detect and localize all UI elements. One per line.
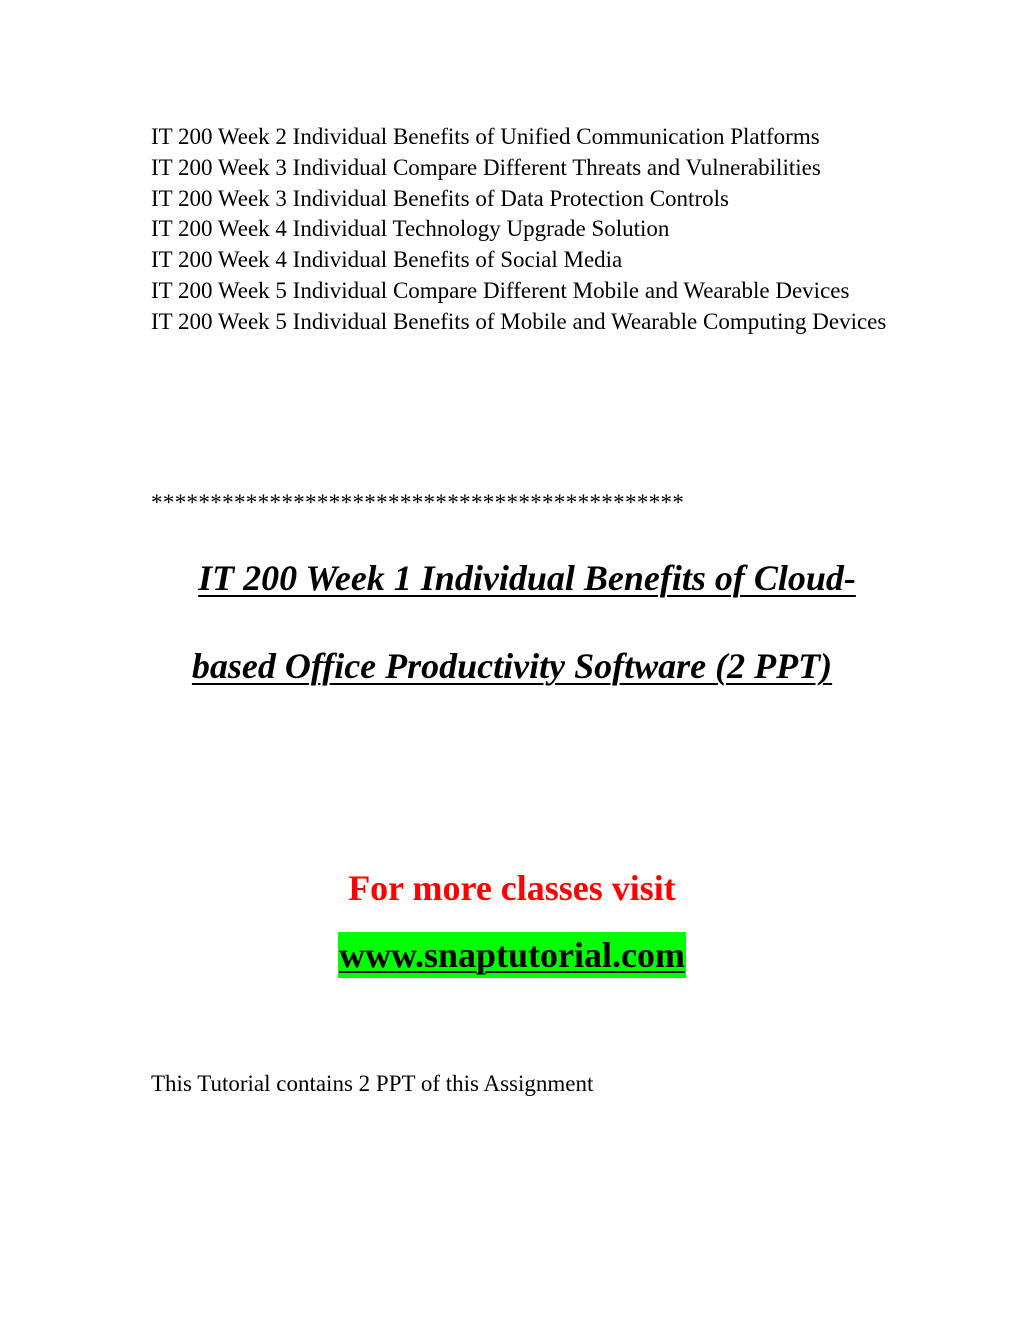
page-title-line-1: IT 200 Week 1 Individual Benefits of Cloud- bbox=[198, 558, 856, 598]
course-item: IT 200 Week 3 Individual Benefits of Data Protection Controls bbox=[151, 185, 729, 211]
promo-link-container bbox=[0, 932, 1024, 978]
course-item: IT 200 Week 4 Individual Technology Upgrade Solution bbox=[151, 216, 670, 242]
snaptutorial-link[interactable]: www.snaptutorial.com bbox=[338, 932, 686, 978]
asterisk-separator: ********************************************* bbox=[151, 490, 685, 515]
promo-text: For more classes visit bbox=[348, 868, 676, 908]
course-item: IT 200 Week 4 Individual Benefits of Social Media bbox=[151, 247, 623, 273]
course-list bbox=[121, 122, 901, 338]
course-item: IT 200 Week 5 Individual Benefits of Mobile and Wearable Computing Devices bbox=[151, 308, 887, 334]
tutorial-note: This Tutorial contains 2 PPT of this Assignment bbox=[151, 1071, 594, 1096]
course-item: IT 200 Week 3 Individual Compare Different Threats and Vulnerabilities bbox=[151, 154, 821, 180]
course-item: IT 200 Week 5 Individual Compare Different Mobile and Wearable Devices bbox=[151, 277, 850, 303]
page-title-line-2: based Office Productivity Software (2 PPT) bbox=[191, 646, 833, 686]
course-item: IT 200 Week 2 Individual Benefits of Unified Communication Platforms bbox=[151, 124, 820, 149]
